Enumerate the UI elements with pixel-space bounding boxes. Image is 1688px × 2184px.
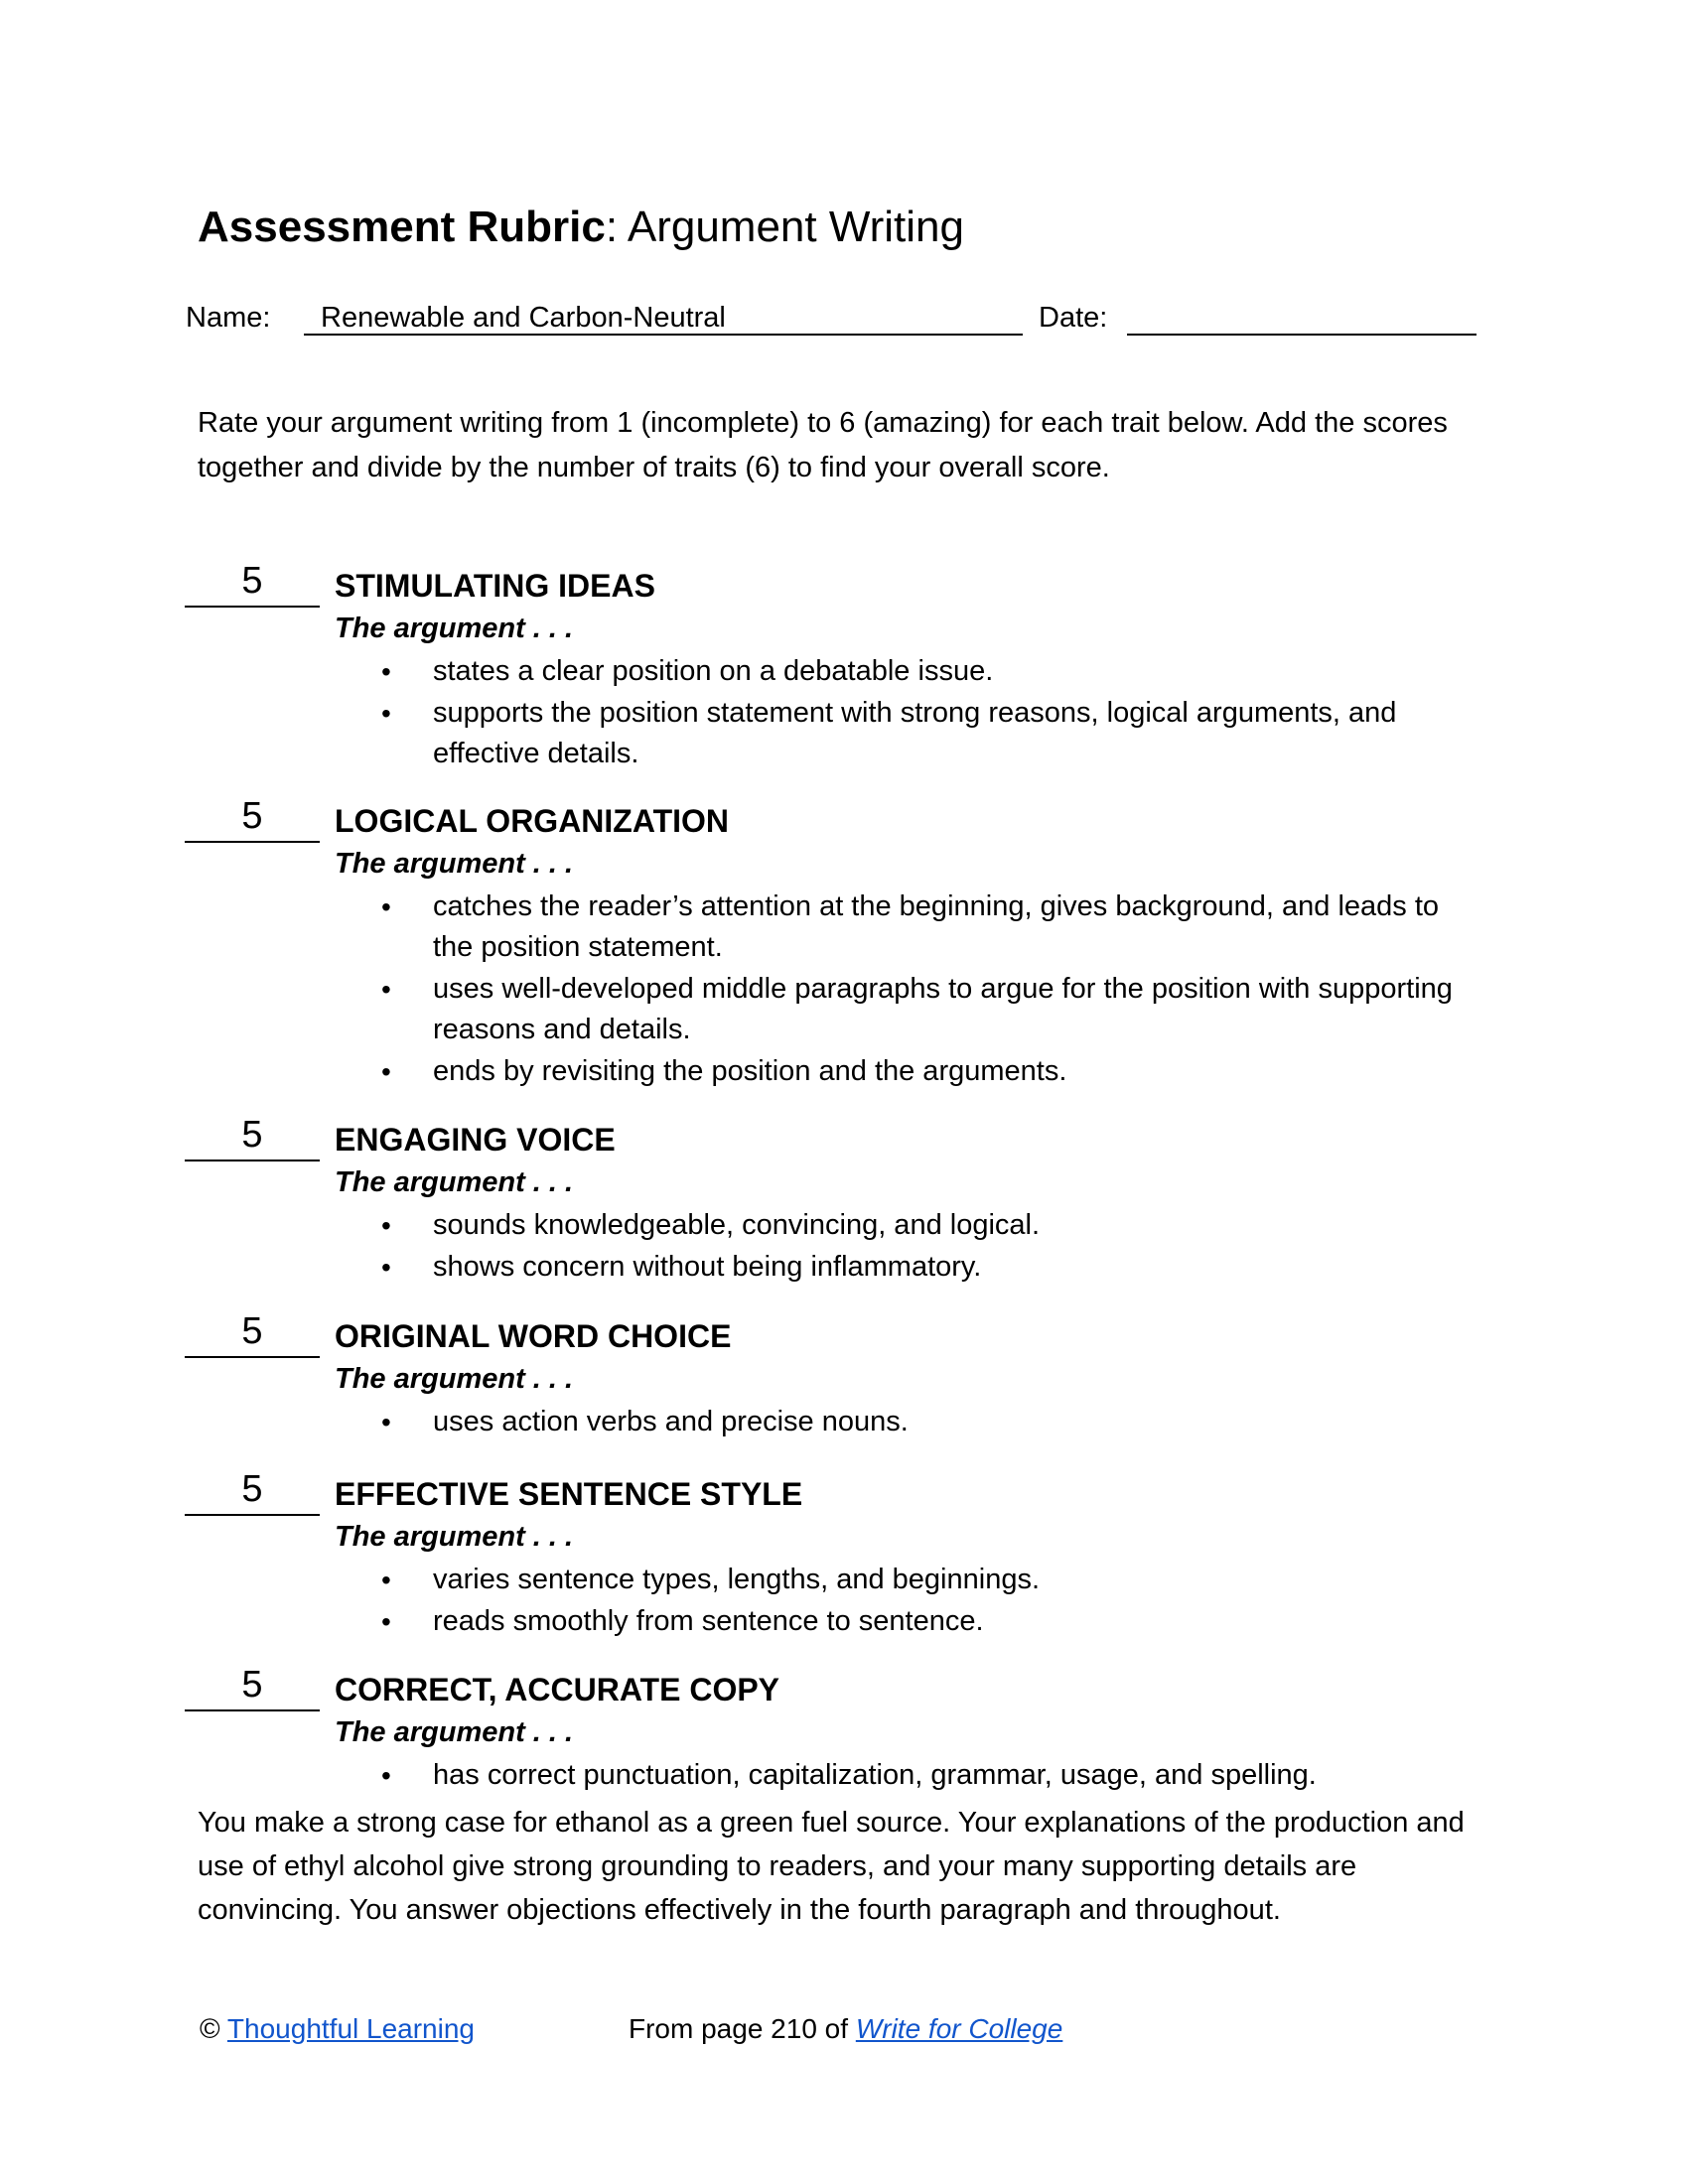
score-field[interactable]: 5: [185, 1112, 320, 1161]
trait-title: LOGICAL ORGANIZATION: [335, 803, 730, 839]
trait-title: ENGAGING VOICE: [335, 1122, 616, 1158]
bullet-item: • supports the position statement with strong reasons, logical arguments, and effective details.: [381, 693, 1483, 774]
instructions-paragraph: Rate your argument writing from 1 (incomplete) to 6 (amazing) for each trait below. Add the scores together and divide by the number of traits (6) to find your overall score.: [198, 407, 1448, 483]
trait-title: STIMULATING IDEAS: [335, 568, 655, 604]
date-field[interactable]: [1127, 300, 1477, 336]
score-field[interactable]: 5: [185, 793, 320, 843]
name-label: Name:: [186, 302, 271, 334]
trait-bullets: [381, 1755, 1483, 1797]
page-title: [198, 202, 964, 254]
title-bold: Assessment Rubric: [198, 203, 606, 251]
name-field[interactable]: Renewable and Carbon-Neutral: [304, 300, 1023, 336]
trait-lead: The argument . . .: [335, 1716, 574, 1748]
trait-title: CORRECT, ACCURATE COPY: [335, 1672, 780, 1707]
trait-title: ORIGINAL WORD CHOICE: [335, 1318, 732, 1354]
trait-bullets: [381, 1560, 1483, 1643]
trait-lead: The argument . . .: [335, 1166, 574, 1198]
bullet-item: • catches the reader’s attention at the beginning, gives background, and leads to the position statement.: [381, 887, 1483, 968]
score-field[interactable]: 5: [185, 558, 320, 608]
publisher-link[interactable]: Thoughtful Learning: [226, 2013, 475, 2044]
trait-bullets: [381, 1205, 1483, 1289]
teacher-comment: You make a strong case for ethanol as a green fuel source. Your explanations of the production and use of ethyl alcohol give strong grounding to readers, and your many supporting details are convincing. You answer objections effectively in the fourth paragraph and throughout.: [198, 1807, 1465, 1926]
trait-lead: The argument . . .: [335, 848, 574, 880]
score-field[interactable]: 5: [185, 1662, 320, 1711]
bullet-item: • uses action verbs and precise nouns.: [381, 1402, 1483, 1442]
source-prefix: From page 210 of: [629, 2013, 849, 2044]
trait-bullets: [381, 1402, 1483, 1443]
trait-lead: The argument . . .: [335, 1521, 574, 1553]
footer-copyright: [200, 2011, 475, 2047]
title-rest: : Argument Writing: [605, 203, 964, 251]
trait-bullets: [381, 651, 1483, 775]
bullet-item: • varies sentence types, lengths, and beginnings.: [381, 1560, 1483, 1600]
bullet-item: • sounds knowledgeable, convincing, and logical.: [381, 1205, 1483, 1246]
bullet-item: • ends by revisiting the position and the arguments.: [381, 1051, 1483, 1092]
bullet-item: • uses well-developed middle paragraphs to argue for the position with supporting reasons and details.: [381, 969, 1483, 1050]
copyright-symbol: ©: [200, 2013, 220, 2044]
trait-title: EFFECTIVE SENTENCE STYLE: [335, 1476, 803, 1512]
bullet-item: • shows concern without being inflammatory.: [381, 1247, 1483, 1288]
trait-lead: The argument . . .: [335, 1363, 574, 1395]
footer-source: [629, 2011, 1062, 2047]
date-label: Date:: [1039, 302, 1108, 334]
bullet-item: • reads smoothly from sentence to sentence.: [381, 1601, 1483, 1642]
bullet-item: • states a clear position on a debatable issue.: [381, 651, 1483, 692]
score-field[interactable]: 5: [185, 1308, 320, 1358]
bullet-item: • has correct punctuation, capitalization, grammar, usage, and spelling.: [381, 1755, 1483, 1796]
trait-bullets: [381, 887, 1483, 1093]
score-field[interactable]: 5: [185, 1466, 320, 1516]
trait-lead: The argument . . .: [335, 613, 574, 644]
book-link[interactable]: Write for College: [855, 2013, 1063, 2044]
